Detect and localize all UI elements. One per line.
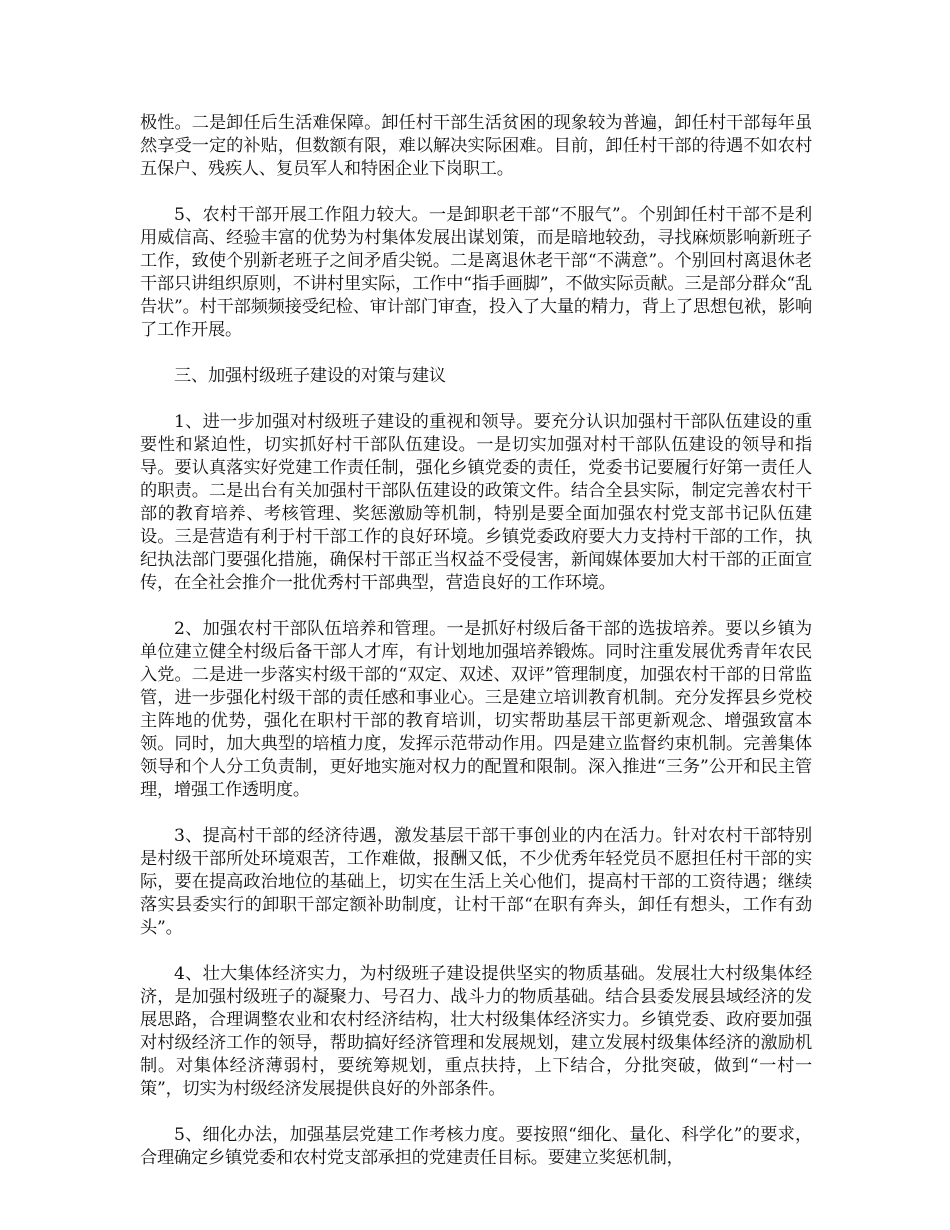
paragraph-item-4-collective-economy: 4、壮大集体经济实力，为村级班子建设提供坚实的物质基础。发展壮大村级集体经济，是加强村级班子的凝聚力、号召力、战斗力的物质基础。结合县委发展县域经济的发展思路，合理调整农业和农村经济结构，壮大村级集体经济实力。乡镇党委、政府要加强对村级经济工作的领导，帮助搞好经济管理和发展规划，建立发展村级集体经济的激励机制。对集体经济薄弱村，要统筹规划，重点扶持，上下结合，分批突破，做到“一村一策”，切实为村级经济发展提供良好的外部条件。 bbox=[140, 964, 812, 1099]
paragraph-item-5-resistance: 5、农村干部开展工作阻力较大。一是卸职老干部“不服气”。个别卸任村干部不是利用威信高、经验丰富的优势为村集体发展出谋划策，而是暗地较劲，寻找麻烦影响新班子工作，致使个别新老班子之间矛盾尖锐。二是离退休老干部“不满意”。个别回村离退休老干部只讲组织原则，不讲村里实际，工作中“指手画脚”，不做实际贡献。三是部分群众“乱告状”。村干部频频接受纪检、审计部门审查，投入了大量的精力，背上了思想包袱，影响了工作开展。 bbox=[140, 205, 812, 340]
paragraph-continuation: 极性。二是卸任后生活难保障。卸任村干部生活贫困的现象较为普遍，卸任村干部每年虽然享受一定的补贴，但数额有限，难以解决实际困难。目前，卸任村干部的待遇不如农村五保户、残疾人、复员军人和特困企业下岗职工。 bbox=[140, 113, 812, 179]
paragraph-item-3-compensation: 3、提高村干部的经济待遇，激发基层干部干事创业的内在活力。针对农村干部特别是村级干部所处环境艰苦，工作难做，报酬又低，不少优秀年轻党员不愿担任村干部的实际，要在提高政治地位的基础上，切实在生活上关心他们，提高村干部的工资待遇；继续落实县委实行的卸职干部定额补助制度，让村干部“在职有奔头，卸任有想头，工作有劲头”。 bbox=[140, 826, 812, 938]
paragraph-item-5-assessment: 5、细化办法，加强基层党建工作考核力度。要按照“细化、量化、科学化”的要求，合理确定乡镇党委和农村党支部承担的党建责任目标。要建立奖惩机制， bbox=[140, 1125, 812, 1168]
document-body bbox=[140, 112, 812, 1193]
paragraph-item-1-leadership: 1、进一步加强对村级班子建设的重视和领导。要充分认识加强村干部队伍建设的重要性和紧迫性，切实抓好村干部队伍建设。一是切实加强对村干部队伍建设的领导和指导。要认真落实好党建工作责任制，强化乡镇党委的责任，党委书记要履行好第一责任人的职责。二是出台有关加强村干部队伍建设的政策文件。结合全县实际，制定完善农村干部的教育培养、考核管理、奖惩激励等机制，特别是要全面加强农村党支部书记队伍建设。三是营造有利于村干部工作的良好环境。乡镇党委政府要大力支持村干部的工作，执纪执法部门要强化措施，确保村干部正当权益不受侵害，新闻媒体要加大村干部的正面宣传，在全社会推介一批优秀村干部典型，营造良好的工作环境。 bbox=[140, 412, 812, 593]
section-heading-countermeasures: 三、加强村级班子建设的对策与建议 bbox=[174, 366, 446, 386]
paragraph-item-2-training: 2、加强农村干部队伍培养和管理。一是抓好村级后备干部的选拔培养。要以乡镇为单位建立健全村级后备干部人才库，有计划地加强培养锻炼。同时注重发展优秀青年农民入党。二是进一步落实村级干部的“双定、双述、双评”管理制度，加强农村干部的日常监管，进一步强化村级干部的责任感和事业心。三是建立培训教育机制。充分发挥县乡党校主阵地的优势，强化在职村干部的教育培训，切实帮助基层干部更新观念、增强致富本领。同时，加大典型的培植力度，发挥示范带动作用。四是建立监督约束机制。完善集体领导和个人分工负责制，更好地实施对权力的配置和限制。深入推进“三务”公开和民主管理，增强工作透明度。 bbox=[140, 619, 812, 800]
